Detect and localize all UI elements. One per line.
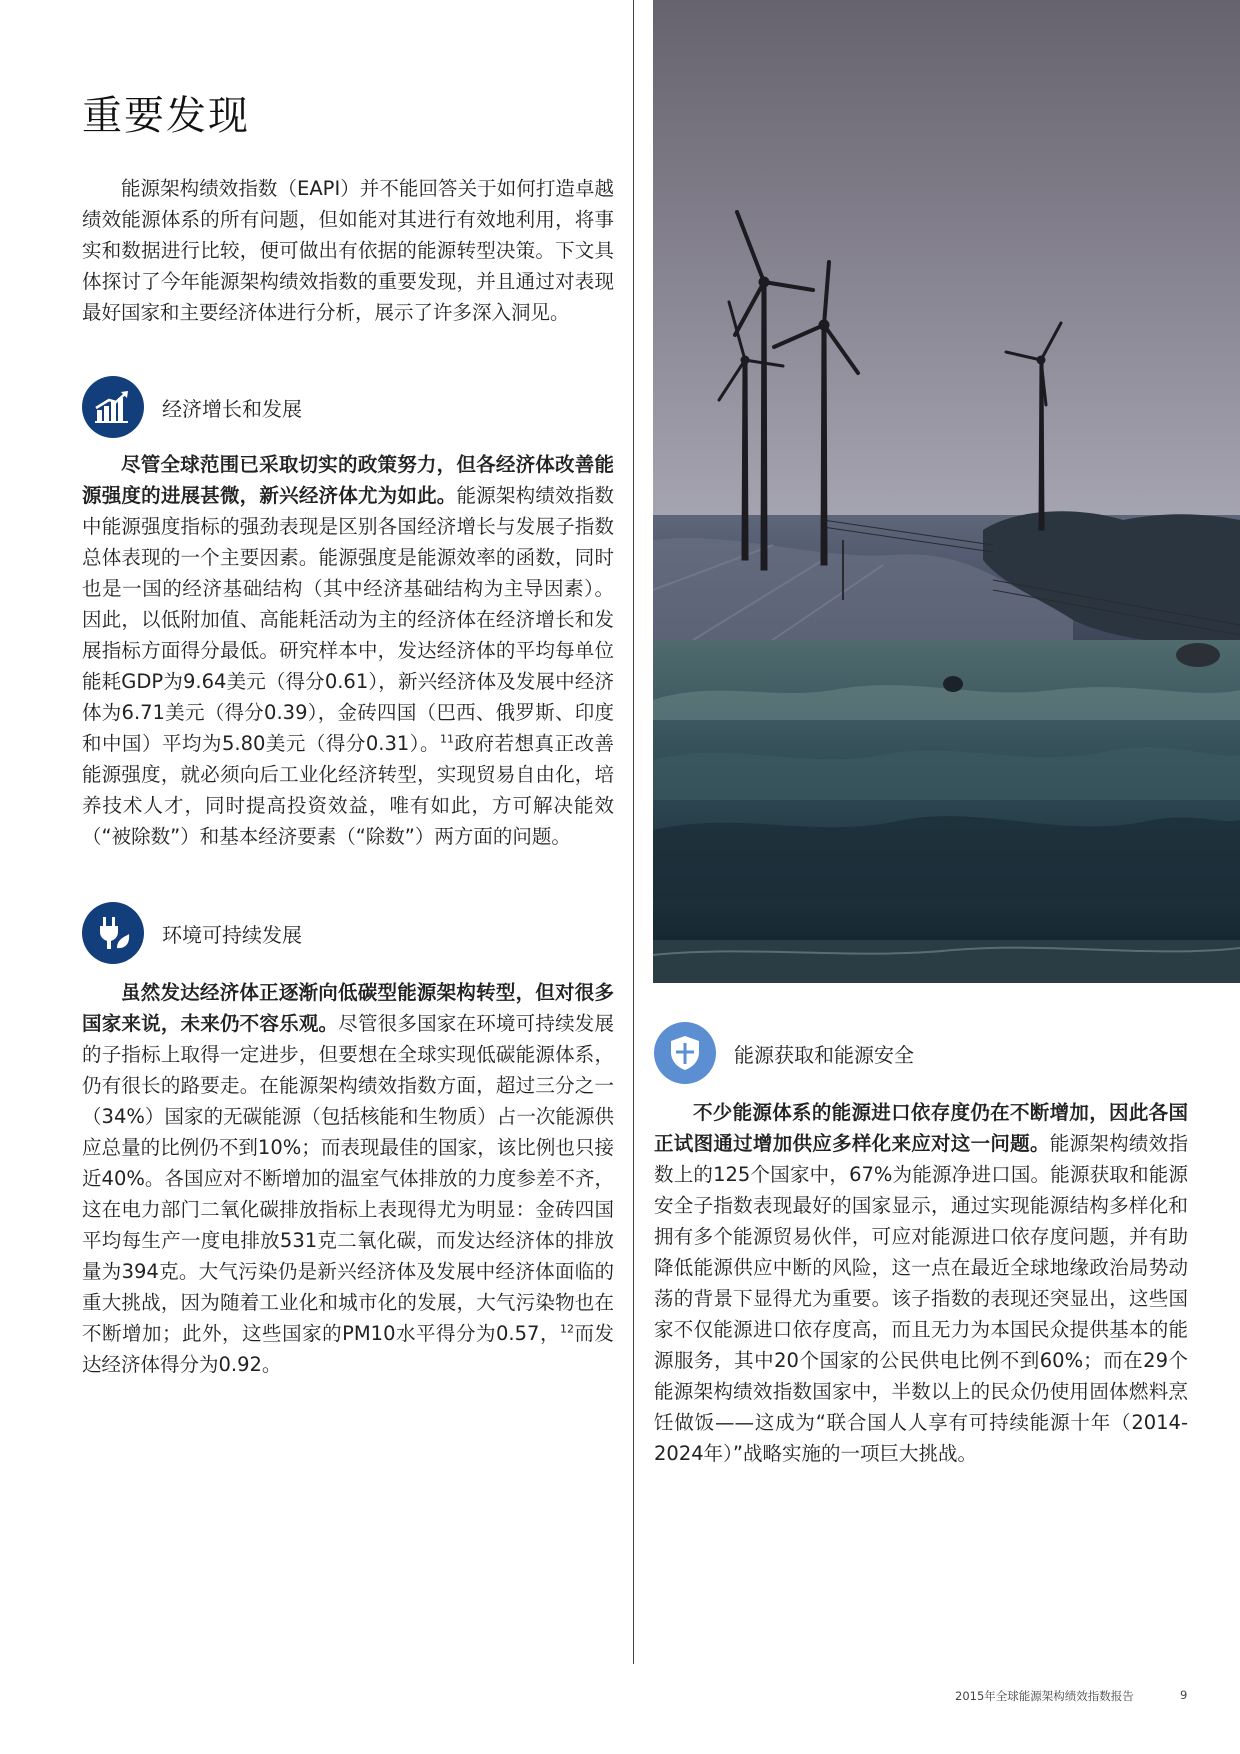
economy-paragraph [82, 449, 614, 852]
intro-paragraph [82, 173, 614, 328]
security-body-text: 能源架构绩效指数上的125个国家中，67%为能源净进口国。能源获取和能源安全子指数表现最好的国家显示，通过实现能源结构多样化和拥有多个能源贸易伙伴，可应对能源进口依存度问题，并有助降低能源供应中断的风险，这一点在最近全球地缘政治局势动荡的背景下显得尤为重要。该子指数的表现还突显出，这些国家不仅能源进口依存度高，而且无力为本国民众提供基本的能源服务，其中20个国家的公民供电比例不到60%；而在29个能源架构绩效指数国家中，半数以上的民众仍使用固体燃料烹饪做饭——这成为“联合国人人享有可持续能源十年（2014-2024年）”战略实施的一项巨大挑战。 [654, 1132, 1188, 1465]
section-heading-security: 能源获取和能源安全 [734, 1042, 914, 1067]
section-header-economy [82, 376, 302, 438]
economy-body-text-2: 政府若想真正改善能源强度，就必须向后工业化经济转型，实现贸易自由化，培养技术人才，同时提高投资效益，唯有如此，方可解决能效（“被除数”）和基本经济要素（“除数”）两方面的问题。 [82, 732, 614, 848]
plug-leaf-icon [82, 902, 144, 964]
footnote-ref-11: 11 [440, 732, 455, 746]
security-paragraph [654, 1097, 1188, 1469]
page-title: 重要发现 [82, 93, 250, 139]
environment-lead-text: 虽然发达经济体正逐渐向低碳型能源架构转型，但对很多国家来说，未来仍不容乐观。 [82, 981, 614, 1035]
shield-icon [654, 1022, 716, 1084]
footer-report-title: 2015年全球能源架构绩效指数报告 [955, 1689, 1134, 1703]
security-lead-text: 不少能源体系的能源进口依存度仍在不断增加，因此各国正试图通过增加供应多样化来应对这一问题。 [654, 1101, 1188, 1155]
bar-chart-growth-icon [82, 376, 144, 438]
section-header-environment [82, 902, 302, 964]
section-heading-economy: 经济增长和发展 [162, 396, 302, 421]
column-divider [633, 0, 634, 1664]
economy-body-text: 能源架构绩效指数中能源强度指标的强劲表现是区别各国经济增长与发展子指数总体表现的一个主要因素。能源强度是能源效率的函数，同时也是一国的经济基础结构（其中经济基础结构为主导因素）。因此，以低附加值、高能耗活动为主的经济体在经济增长和发展指标方面得分最低。研究样本中，发达经济体的平均每单位能耗GDP为9.64美元（得分0.61），新兴经济体及发展中经济体为6.71美元（得分0.39），金砖四国（巴西、俄罗斯、印度和中国）平均为5.80美元（得分0.31）。 [82, 484, 614, 755]
section-header-security [654, 1022, 914, 1084]
environment-paragraph [82, 977, 614, 1380]
intro-text: 能源架构绩效指数（EAPI）并不能回答关于如何打造卓越绩效能源体系的所有问题，但如能对其进行有效地利用，将事实和数据进行比较，便可做出有依据的能源转型决策。下文具体探讨了今年能源架构绩效指数的重要发现，并且通过对表现最好国家和主要经济体进行分析，展示了许多深入洞见。 [82, 177, 614, 324]
page-number: 9 [1180, 1688, 1188, 1702]
environment-body-text: 尽管很多国家在环境可持续发展的子指标上取得一定进步，但要想在全球实现低碳能源体系，仍有很长的路要走。在能源架构绩效指数方面，超过三分之一（34%）国家的无碳能源（包括核能和生物质）占一次能源供应总量的比例仍不到10%；而表现最佳的国家，该比例也只接近40%。各国应对不断增加的温室气体排放的力度参差不齐，这在电力部门二氧化碳排放指标上表现得尤为明显：金砖四国平均每生产一度电排放531克二氧化碳，而发达经济体的排放量为394克。大气污染仍是新兴经济体及发展中经济体面临的重大挑战，因为随着工业化和城市化的发展，大气污染物也在不断增加；此外，这些国家的PM10水平得分为0.57， [82, 1012, 614, 1345]
footnote-ref-12: 12 [559, 1322, 574, 1336]
economy-lead-text: 尽管全球范围已采取切实的政策努力，但各经济体改善能源强度的进展甚微，新兴经济体尤为如此。 [82, 453, 614, 507]
environment-body-text-2: 而发达经济体得分为0.92。 [82, 1322, 614, 1376]
section-heading-environment: 环境可持续发展 [162, 922, 302, 947]
wind-turbines-field-photo [653, 0, 1240, 983]
